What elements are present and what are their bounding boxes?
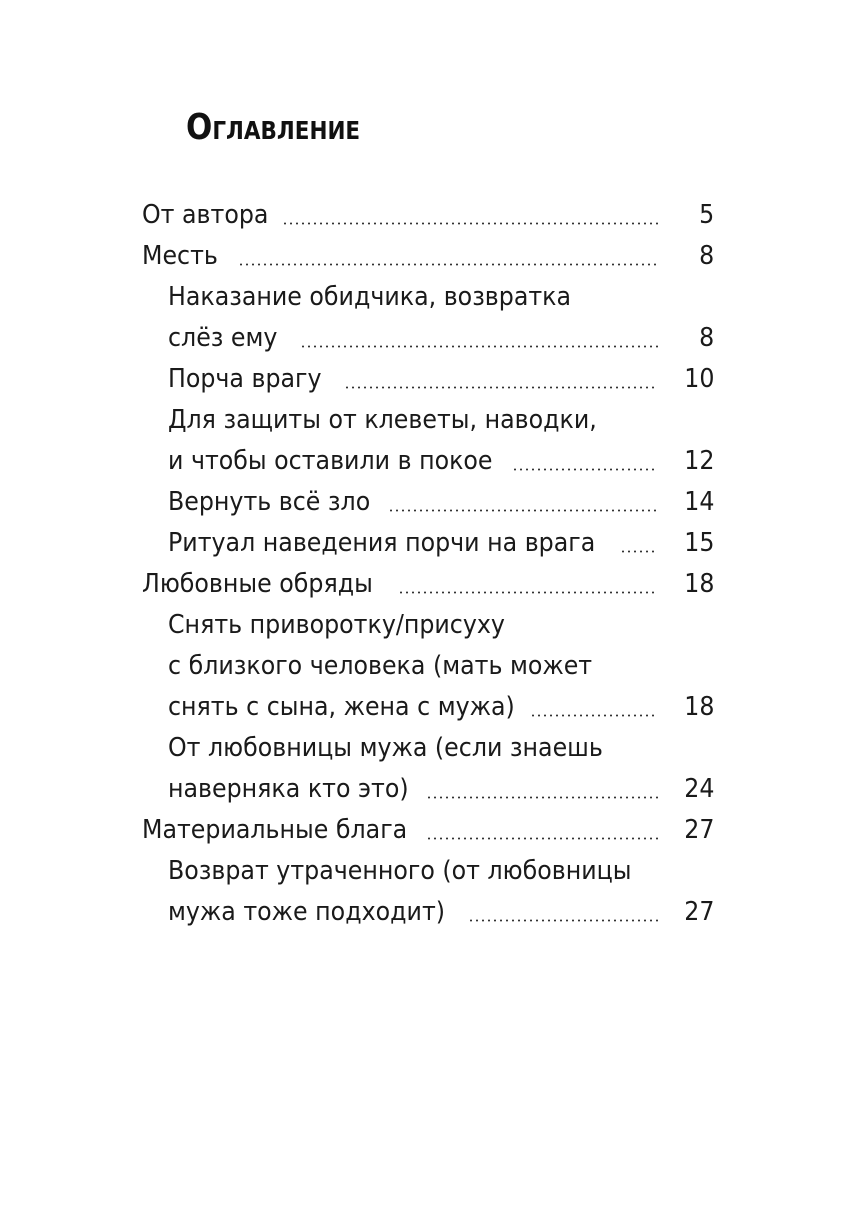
dot-leader (388, 509, 658, 512)
toc-entry-text: Вернуть всё зло (168, 487, 371, 517)
toc-entry-text: Материальные блага (142, 815, 408, 845)
toc-entry-mistress-line1[interactable] (0, 728, 856, 769)
toc-page-number: 24 (683, 774, 714, 804)
toc-entry-text: слёз ему (168, 323, 278, 353)
toc-entry-text: Для защиты от клеветы, наводки, (168, 405, 597, 435)
toc-entry-return-evil[interactable] (0, 482, 856, 523)
toc-entry-text: наверняка кто это) (168, 774, 409, 804)
toc-entry-love-rites[interactable] (0, 564, 856, 605)
dot-leader (530, 714, 658, 717)
toc-page-number: 10 (683, 364, 714, 394)
toc-page-number: 15 (683, 528, 714, 558)
toc-entry-text: Ритуал наведения порчи на врага (168, 528, 596, 558)
toc-entry-text: Снять приворотку/присуху (168, 610, 505, 640)
toc-entry-ritual[interactable] (0, 523, 856, 564)
dot-leader (620, 550, 658, 553)
toc-entry-text: От автора (142, 200, 269, 230)
toc-entry-text: Месть (142, 241, 218, 271)
toc-entry-return-lost-line2[interactable] (0, 892, 856, 933)
toc-entry-text: От любовницы мужа (если знаешь (168, 733, 603, 763)
toc-entry-remove-spell-line2[interactable] (0, 646, 856, 687)
toc-entry-revenge[interactable] (0, 236, 856, 277)
toc-entry-protection-line2[interactable] (0, 441, 856, 482)
toc-entry-punishment-line1[interactable] (0, 277, 856, 318)
toc-entry-return-lost-line1[interactable] (0, 851, 856, 892)
toc-page-number: 5 (698, 200, 714, 230)
toc-page-number: 12 (683, 446, 714, 476)
toc-entry-material-goods[interactable] (0, 810, 856, 851)
toc-page-number: 27 (683, 815, 714, 845)
toc-page-number: 18 (683, 692, 714, 722)
page-title: Оглавление (186, 107, 361, 148)
toc-entry-from-author[interactable] (0, 195, 856, 236)
toc-entry-mistress-line2[interactable] (0, 769, 856, 810)
toc-page-number: 18 (683, 569, 714, 599)
toc-page-number: 27 (683, 897, 714, 927)
toc-entry-text: Любовные обряды (142, 569, 373, 599)
toc-entry-punishment-line2[interactable] (0, 318, 856, 359)
toc-entry-text: мужа тоже подходит) (168, 897, 446, 927)
dot-leader (398, 591, 658, 594)
dot-leader (426, 837, 658, 840)
dot-leader (282, 222, 658, 225)
toc-page-number: 8 (698, 241, 714, 271)
toc-entry-curse-enemy[interactable] (0, 359, 856, 400)
toc-entry-remove-spell-line3[interactable] (0, 687, 856, 728)
dot-leader (512, 468, 658, 471)
toc-entry-remove-spell-line1[interactable] (0, 605, 856, 646)
toc-entry-text: Возврат утраченного (от любовницы (168, 856, 632, 886)
dot-leader (426, 796, 658, 799)
toc-entry-text: Порча врагу (168, 364, 322, 394)
toc-entry-text: снять с сына, жена с мужа) (168, 692, 515, 722)
toc-entry-text: Наказание обидчика, возвратка (168, 282, 572, 312)
toc-page-number: 14 (683, 487, 714, 517)
toc-page-number: 8 (698, 323, 714, 353)
dot-leader (344, 386, 658, 389)
toc-entry-protection-line1[interactable] (0, 400, 856, 441)
toc-entry-text: и чтобы оставили в покое (168, 446, 493, 476)
dot-leader (300, 345, 658, 348)
dot-leader (238, 263, 658, 266)
dot-leader (468, 919, 658, 922)
toc-entry-text: с близкого человека (мать может (168, 651, 593, 681)
